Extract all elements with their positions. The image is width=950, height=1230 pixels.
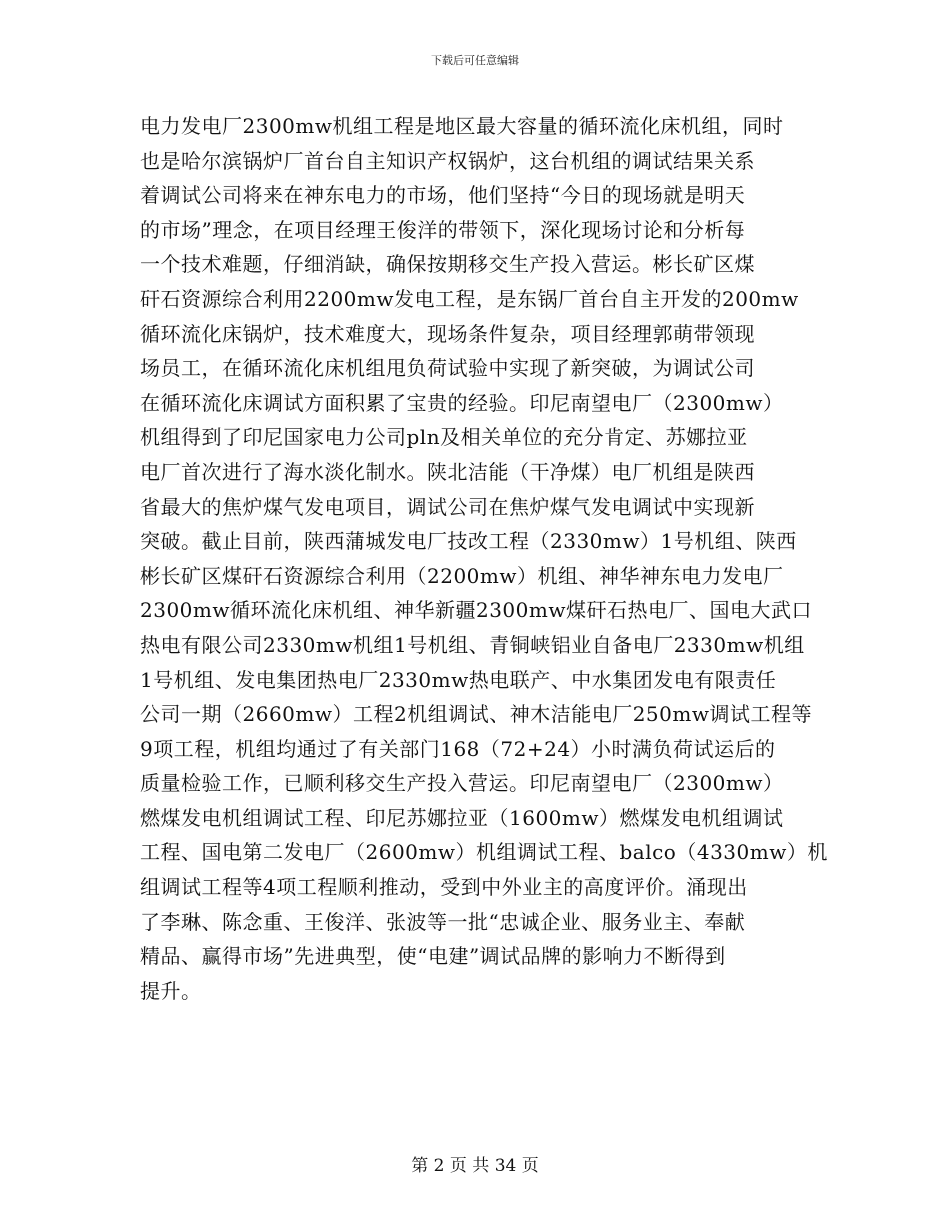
text-line: 燃煤发电机组调试工程、印尼苏娜拉亚（1600mw）燃煤发电机组调试 xyxy=(140,805,784,830)
text-line: 循环流化床锅炉，技术难度大，现场条件复杂，项目经理郭萌带领现 xyxy=(140,321,755,346)
text-line: 电厂首次进行了海水淡化制水。陕北洁能（干净煤）电厂机组是陕西 xyxy=(140,459,755,484)
text-line: 2300mw循环流化床机组、神华新疆2300mw煤矸石热电厂、国电大武口 xyxy=(140,598,812,623)
text-line: 场员工，在循环流化床机组甩负荷试验中实现了新突破，为调试公司 xyxy=(140,356,755,381)
text-line: 省最大的焦炉煤气发电项目，调试公司在焦炉煤气发电调试中实现新 xyxy=(140,494,755,519)
text-line: 的市场”理念，在项目经理王俊洋的带领下，深化现场讨论和分析每 xyxy=(140,217,746,242)
text-line: 9项工程，机组均通过了有关部门168（72+24）小时满负荷试运后的 xyxy=(140,736,776,761)
text-line: 热电有限公司2330mw机组1号机组、青铜峡铝业自备电厂2330mw机组 xyxy=(140,632,805,657)
text-line: 工程、国电第二发电厂（2600mw）机组调试工程、balco（4330mw）机 xyxy=(140,840,828,865)
text-line: 彬长矿区煤矸石资源综合利用（2200mw）机组、神华神东电力发电厂 xyxy=(140,563,784,588)
text-line: 公司一期（2660mw）工程2机组调试、神木洁能电厂250mw调试工程等 xyxy=(140,702,812,727)
text-line: 在循环流化床调试方面积累了宝贵的经验。印尼南望电厂（2300mw） xyxy=(140,390,784,415)
text-line: 矸石资源综合利用2200mw发电工程，是东锅厂首台自主开发的200mw xyxy=(140,286,799,311)
text-line: 1号机组、发电集团热电厂2330mw热电联产、中水集团发电有限责任 xyxy=(140,667,777,692)
text-line: 提升。 xyxy=(140,978,202,1003)
text-line: 一个技术难题，仔细消缺，确保按期移交生产投入营运。彬长矿区煤 xyxy=(140,252,755,277)
text-line: 也是哈尔滨锅炉厂首台自主知识产权锅炉，这台机组的调试结果关系 xyxy=(140,148,755,173)
text-line: 组调试工程等4项工程顺利推动，受到中外业主的高度评价。涌现出 xyxy=(140,875,748,900)
text-line: 着调试公司将来在神东电力的市场，他们坚持“今日的现场就是明天 xyxy=(140,183,746,208)
text-line: 机组得到了印尼国家电力公司pln及相关单位的充分肯定、苏娜拉亚 xyxy=(140,425,748,450)
text-line: 电力发电厂2300mw机组工程是地区最大容量的循环流化床机组，同时 xyxy=(140,114,784,138)
text-line: 精品、赢得市场”先进典型，使“电建”调试品牌的影响力不断得到 xyxy=(140,944,726,969)
text-line: 了李琳、陈念重、王俊洋、张波等一批“忠诚企业、服务业主、奉献 xyxy=(140,909,746,934)
text-line: 质量检验工作，已顺利移交生产投入营运。印尼南望电厂（2300mw） xyxy=(140,771,784,796)
body-paragraph xyxy=(140,109,828,1008)
page-footer: 第 2 页 共 34 页 xyxy=(411,1156,539,1176)
page-header: 下载后可任意编辑 xyxy=(431,54,519,67)
text-line: 突破。截止目前，陕西蒲城发电厂技改工程（2330mw）1号机组、陕西 xyxy=(140,529,797,554)
